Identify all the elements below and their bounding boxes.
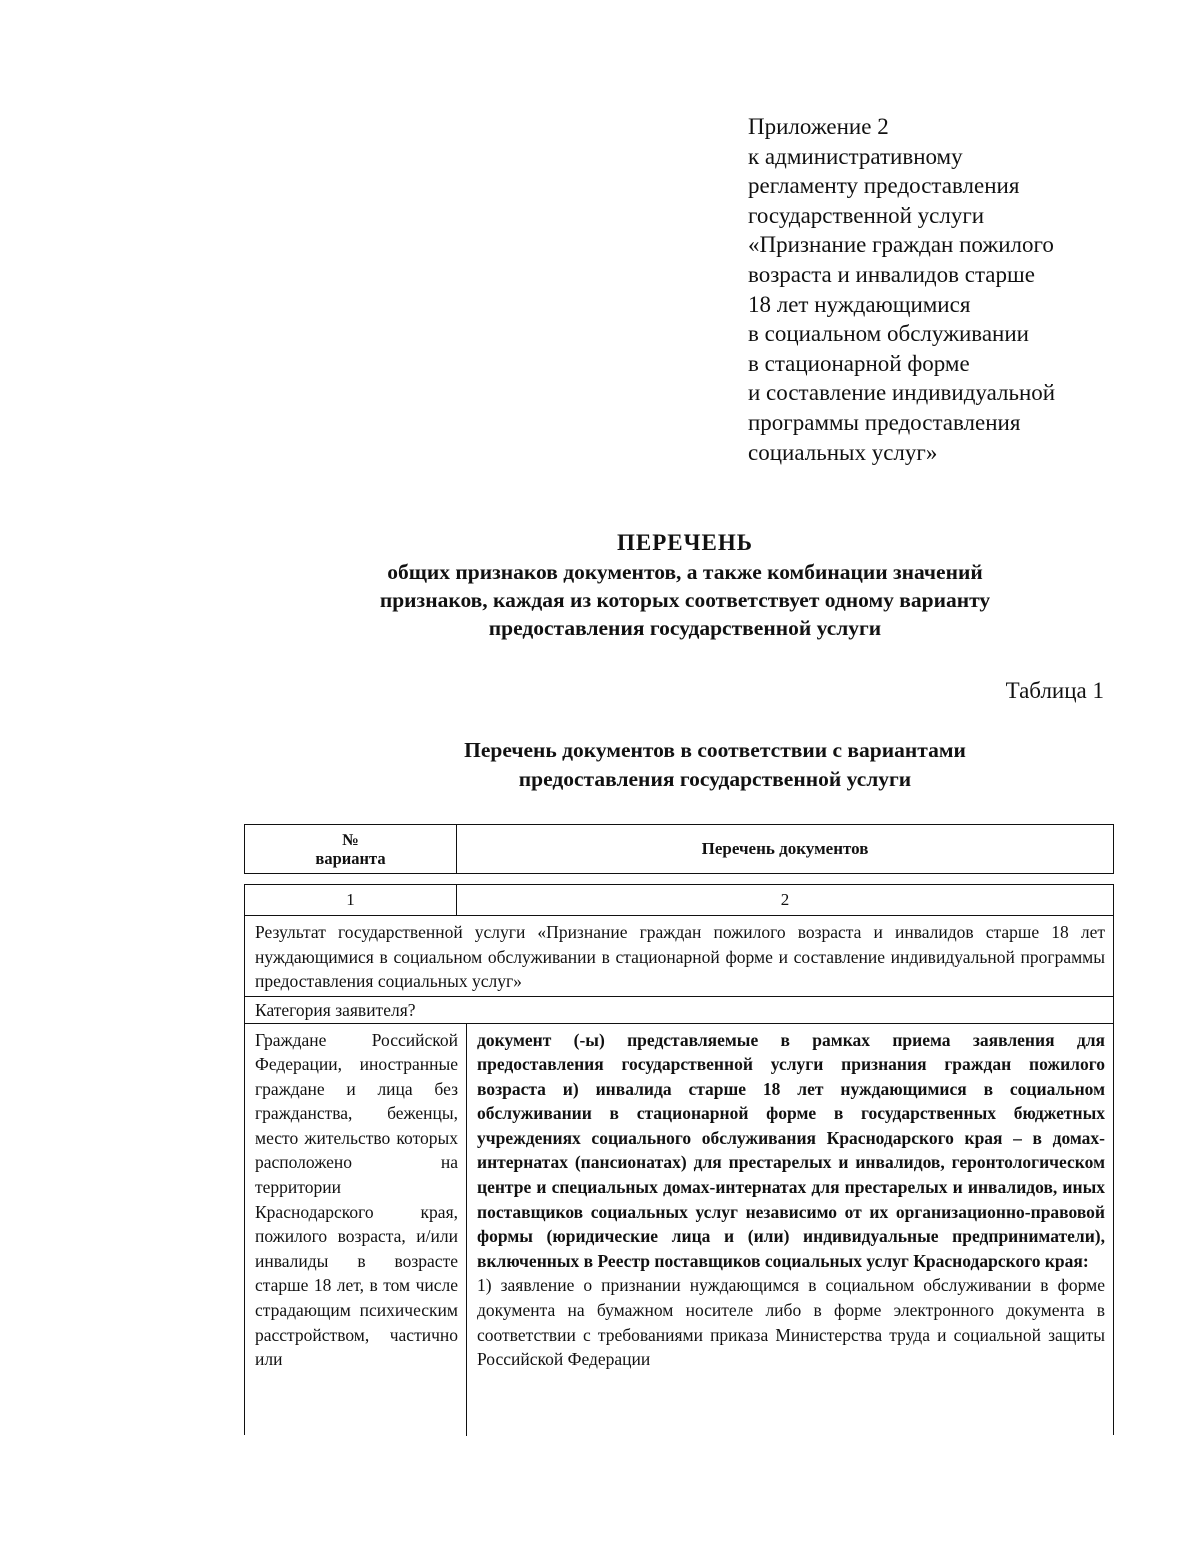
table-row: [245, 1024, 1113, 1436]
table-header: [244, 824, 1114, 874]
table-title-line: Перечень документов в соответствии с вариантами: [464, 738, 966, 762]
annex-line: регламенту предоставления: [748, 173, 1020, 199]
annex-line: к административному: [748, 143, 963, 169]
title-sub-line: предоставления государственной услуги: [488, 616, 882, 640]
documents-cell: [467, 1024, 1113, 1436]
document-title: [180, 528, 1190, 642]
annex-line: Приложение 2: [748, 114, 889, 139]
annex-line: в стационарной форме: [748, 350, 970, 376]
column-number-1: 1: [245, 885, 457, 915]
documents-bold-text: документ (-ы) представляемые в рамках приема заявления для предоставления государственной услуги признания граждан пожилого возраста и) инвалида старше 18 лет нуждающимися в социальном обслуживании в стационарной форме в государственных бюджетных учреждениях социального обслуживания Краснодарского края – в домах-интернатах (пансионатах) для престарелых и инвалидов, геронтологическом центре и специальных домах-интернатах для престарелых и инвалидов, иных поставщиков социальных услуг независимо от их организационно-правовой формы (юридические лица и (или) индивидуальные предприниматели), включенных в Реестр поставщиков социальных услуг Краснодарского края:: [477, 1029, 1105, 1271]
table-body: [244, 915, 1114, 1435]
header-documents-list: Перечень документов: [701, 839, 869, 858]
annex-line: «Признание граждан пожилого: [748, 232, 1054, 258]
table-number: Таблица 1: [1005, 678, 1104, 703]
annex-line: государственной услуги: [748, 202, 985, 228]
applicant-category-cell: Граждане Российской Федерации, иностранные граждане и лица без гражданства, беженцы, место жительство которых расположено на территории Краснодарского края, пожилого возраста, и/или инвалиды в возрасте старше 18 лет, в том числе страдающим психическим расстройством, частично или: [245, 1024, 467, 1436]
table-column-numbering: [244, 884, 1114, 916]
annex-line: программы предоставления: [748, 409, 1021, 435]
title-sub-line: признаков, каждая из которых соответствует одному варианту: [379, 588, 991, 612]
annex-header: [748, 112, 1148, 467]
header-variant-label: варианта: [315, 849, 386, 868]
annex-line: и составление индивидуальной: [748, 380, 1056, 406]
annex-line: возраста и инвалидов старше: [748, 261, 1035, 287]
header-number-sign: №: [342, 830, 359, 849]
result-row: Результат государственной услуги «Признание граждан пожилого возраста и инвалидов старше 18 лет нуждающимися в социальном обслуживании в стационарной форме и составление индивидуальной программы предоставления социальных услуг»: [245, 916, 1113, 997]
title-main: ПЕРЕЧЕНЬ: [617, 530, 753, 555]
documents-item-1: 1) заявление о признании нуждающимся в социальном обслуживании в форме документа на бумажном носителе либо в форме электронного документа в соответствии с требованиями приказа Министерства труда и социальной защиты Российской Федерации: [477, 1275, 1105, 1370]
annex-line: в социальном обслуживании: [748, 321, 1029, 347]
header-variant-number: [245, 825, 457, 873]
table-title: [330, 736, 1100, 794]
title-sub-line: общих признаков документов, а также комбинации значений: [387, 560, 983, 584]
category-row: Категория заявителя?: [245, 997, 1113, 1024]
column-number-2: 2: [780, 890, 790, 909]
annex-line: 18 лет нуждающимися: [748, 291, 971, 317]
annex-line: социальных услуг»: [748, 439, 938, 465]
table-title-line: предоставления государственной услуги: [518, 767, 912, 791]
